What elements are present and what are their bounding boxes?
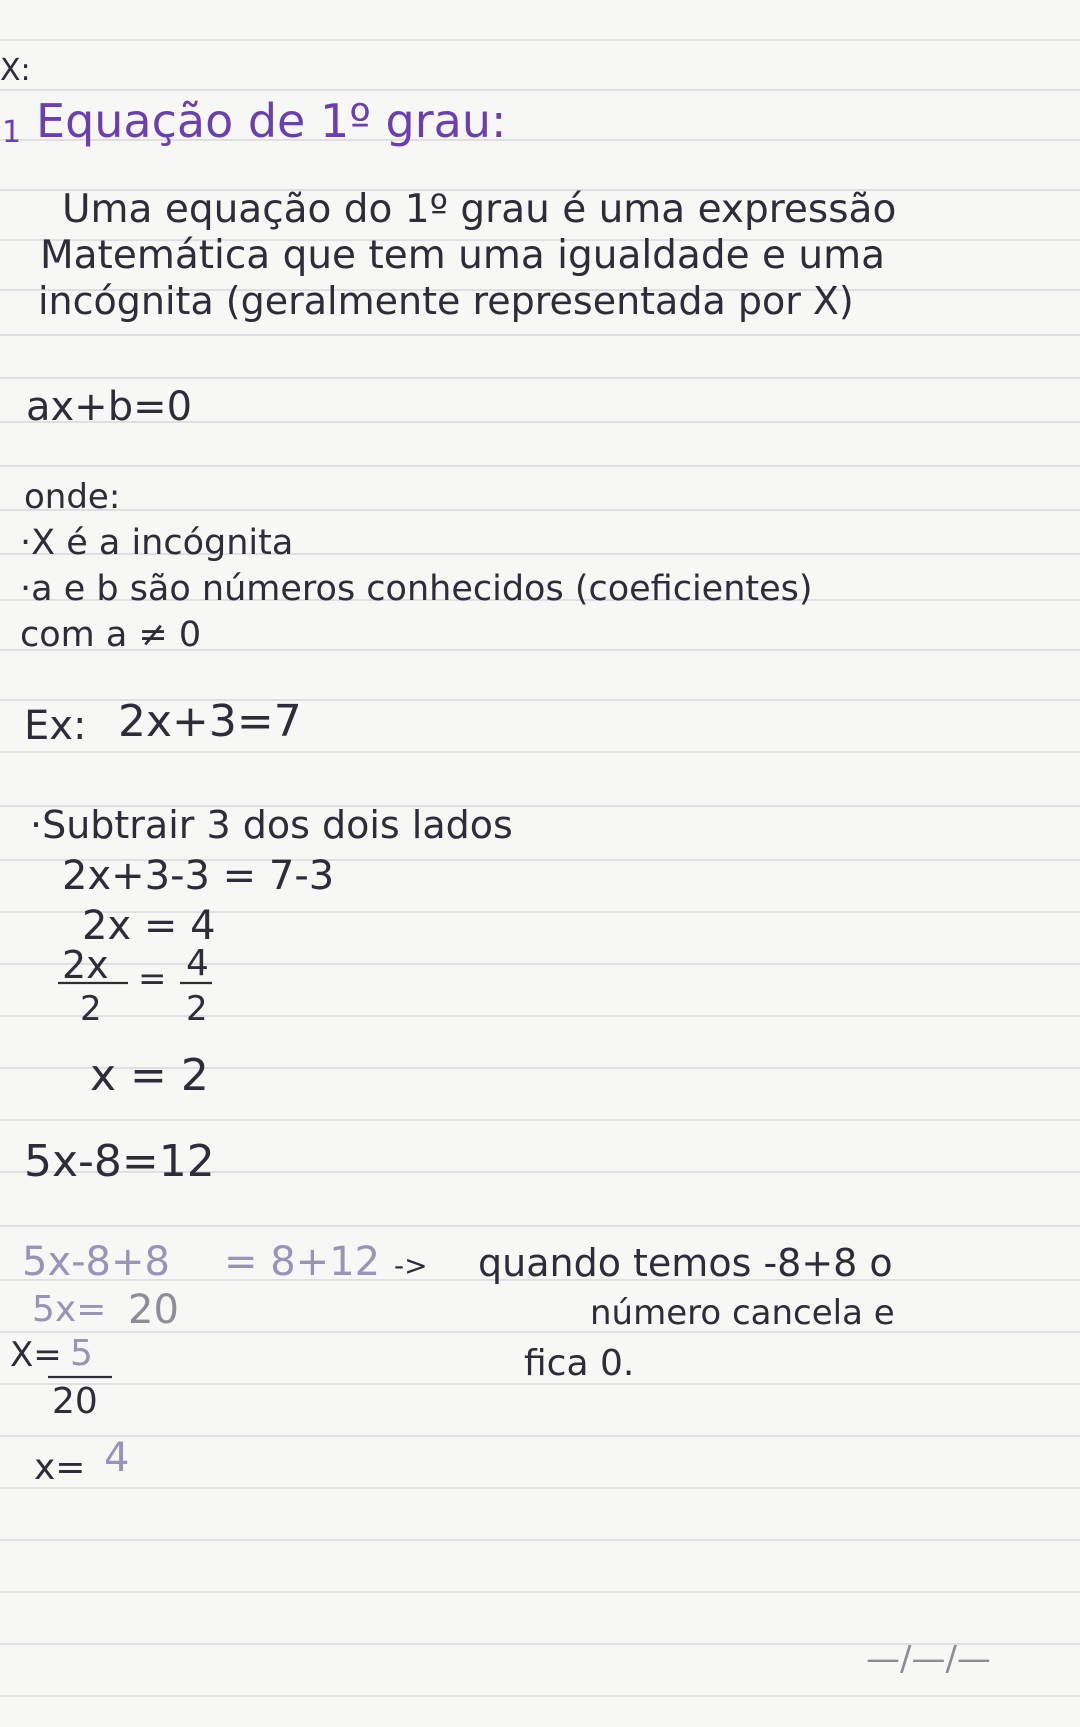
second-equation: 5x-8=12 — [24, 1136, 215, 1187]
where-item: ·X é a incógnita — [20, 523, 294, 563]
step-line: 2x+3-3 = 7-3 — [62, 853, 335, 899]
fraction-numerator: 5 — [70, 1333, 93, 1374]
definition-line: Matemática que tem uma igualdade e uma — [40, 233, 885, 278]
where-item: ·a e b são números conhecidos (coeficientes) — [20, 569, 813, 609]
step-title: ·Subtrair 3 dos dois lados — [30, 803, 513, 847]
fraction-denominator: 20 — [52, 1381, 98, 1422]
example-equation: 2x+3=7 — [118, 696, 302, 747]
page-title: Equação de 1º grau: — [36, 94, 507, 148]
fraction-right-numerator: 4 — [186, 943, 209, 984]
second-step-faded: 5x-8+8 — [22, 1239, 170, 1285]
where-label: onde: — [24, 477, 121, 517]
where-item: com a ≠ 0 — [20, 615, 202, 655]
step-line: 2x = 4 — [82, 903, 216, 949]
fraction-equals: = — [138, 959, 167, 999]
fraction-left-numerator: 2x — [62, 943, 109, 987]
title-number: 1 — [2, 115, 22, 150]
definition-line: Uma equação do 1º grau é uma expressão — [62, 187, 897, 232]
definition-line: incógnita (geralmente representada por X) — [38, 279, 854, 323]
side-note-line: quando temos -8+8 o — [478, 1241, 893, 1285]
side-note-line: número cancela e — [590, 1293, 895, 1333]
side-note-line: fica 0. — [524, 1343, 635, 1384]
second-step-value: 20 — [128, 1287, 179, 1333]
general-form: ax+b=0 — [26, 384, 193, 430]
solution: x = 2 — [90, 1050, 209, 1101]
date-mark: —/—/— — [866, 1639, 991, 1679]
fraction-right-denominator: 2 — [186, 989, 208, 1029]
last-prefix: x= — [34, 1447, 86, 1488]
last-value: 4 — [104, 1435, 130, 1481]
fraction-prefix: X= — [10, 1335, 62, 1375]
example-label: Ex: — [24, 703, 87, 749]
second-step-prefix: 5x= — [32, 1289, 107, 1330]
fraction-left-denominator: 2 — [80, 989, 102, 1029]
corner-mark: X: — [0, 53, 31, 88]
arrow: -> — [394, 1249, 428, 1282]
second-step-rest: = 8+12 — [224, 1239, 381, 1285]
